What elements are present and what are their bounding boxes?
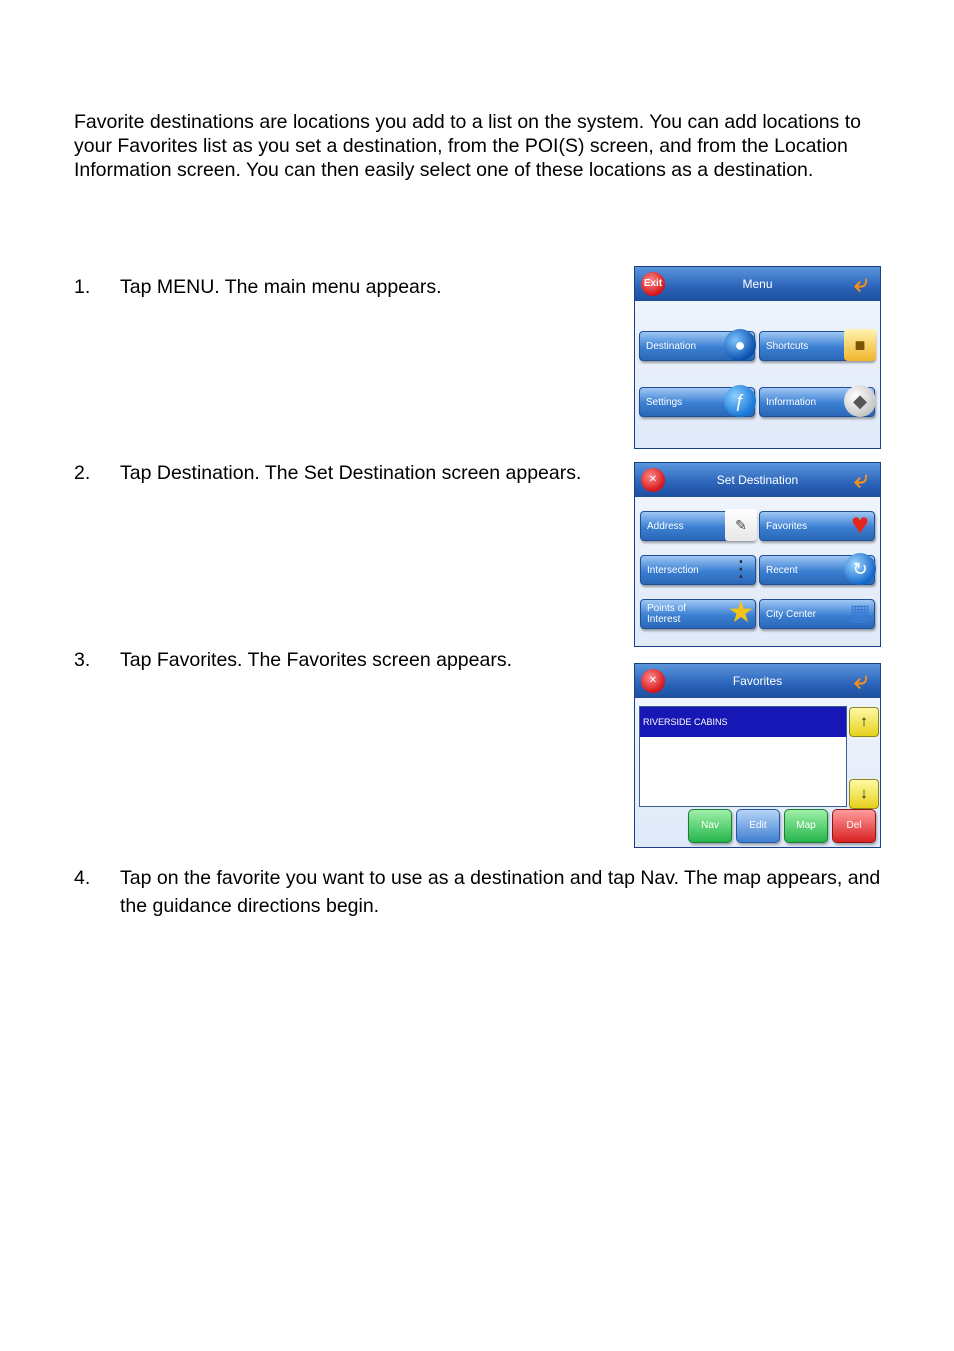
menu-title-bar	[635, 267, 880, 301]
map-button[interactable]: Map	[784, 809, 828, 843]
back-arrow-icon[interactable]: ⤶	[854, 466, 868, 493]
information-icon: ◆	[844, 385, 876, 417]
heart-icon: ♥	[851, 508, 869, 541]
destination-button[interactable]	[639, 331, 755, 361]
intro-paragraph: Favorite destinations are locations you add to a list on the system. You can add locations to your Favorites list as you set a destination, from the POI(S) screen, and from the Location Information screen. You can then easily select one of these locations as a destination.	[74, 111, 861, 181]
favorites-button[interactable]	[759, 508, 875, 541]
exit-button[interactable]: Exit	[641, 272, 665, 296]
menu-title: Menu	[742, 277, 773, 291]
back-arrow-icon[interactable]: ⤶	[854, 270, 868, 297]
recent-label: Recent	[766, 565, 798, 576]
intersection-label: Intersection	[647, 565, 699, 576]
settings-label: Settings	[646, 397, 683, 408]
address-label: Address	[647, 521, 684, 532]
step-text: Tap MENU. The main menu appears.	[120, 276, 442, 298]
delete-button[interactable]: Del	[832, 809, 876, 843]
shortcuts-button[interactable]	[759, 331, 875, 361]
favorites-list[interactable]	[639, 706, 847, 807]
traffic-light-icon: ⋮	[730, 556, 752, 581]
address-card-icon: ✎	[725, 509, 757, 541]
destination-label: Destination	[646, 341, 697, 352]
step-text: Tap on the favorite you want to use as a destination and tap Nav. The map appears, and the guidance directions begin.	[120, 867, 881, 917]
back-arrow-icon[interactable]: ⤶	[854, 667, 868, 694]
favorites-title: Favorites	[732, 674, 783, 688]
step-text: Tap Favorites. The Favorites screen appears.	[120, 649, 512, 671]
favorites-screenshot	[634, 663, 881, 848]
exit-x-icon[interactable]: ✕	[641, 669, 665, 693]
globe-icon: ●	[724, 329, 756, 361]
settings-icon: ƒ	[724, 385, 756, 417]
list-item[interactable]: RIVERSIDE CABINS	[640, 707, 846, 737]
step-number: 3.	[74, 649, 91, 671]
city-icon: ▦	[849, 600, 871, 625]
nav-button[interactable]: Nav	[688, 809, 732, 843]
information-button[interactable]	[759, 387, 875, 417]
recent-button[interactable]	[759, 555, 875, 585]
set-destination-screenshot	[634, 462, 881, 647]
step-number: 4.	[74, 867, 91, 889]
exit-x-icon[interactable]: ✕	[641, 468, 665, 492]
set-destination-title: Set Destination	[716, 473, 799, 487]
menu-screenshot	[634, 266, 881, 449]
address-button[interactable]	[640, 511, 756, 541]
scroll-down-button[interactable]: ↓	[849, 779, 879, 809]
star-icon: ★	[727, 596, 755, 629]
favorites-title-bar	[635, 664, 880, 698]
folder-icon: ■	[844, 329, 876, 361]
information-label: Information	[766, 397, 817, 408]
step-number: 2.	[74, 462, 91, 484]
shortcuts-label: Shortcuts	[766, 341, 809, 352]
edit-button[interactable]: Edit	[736, 809, 780, 843]
set-destination-title-bar	[635, 463, 880, 497]
intersection-button[interactable]	[640, 555, 756, 585]
step-text: Tap Destination. The Set Destination screen appears.	[120, 462, 582, 484]
favorites-label: Favorites	[766, 521, 808, 532]
step-number: 1.	[74, 276, 91, 298]
points-of-interest-label: Points of Interest	[647, 603, 686, 625]
recent-icon: ↻	[844, 553, 876, 585]
scroll-up-button[interactable]: ↑	[849, 707, 879, 737]
city-center-label: City Center	[766, 609, 817, 620]
settings-button[interactable]	[639, 387, 755, 417]
points-of-interest-button[interactable]	[640, 596, 756, 629]
city-center-button[interactable]	[759, 599, 875, 629]
